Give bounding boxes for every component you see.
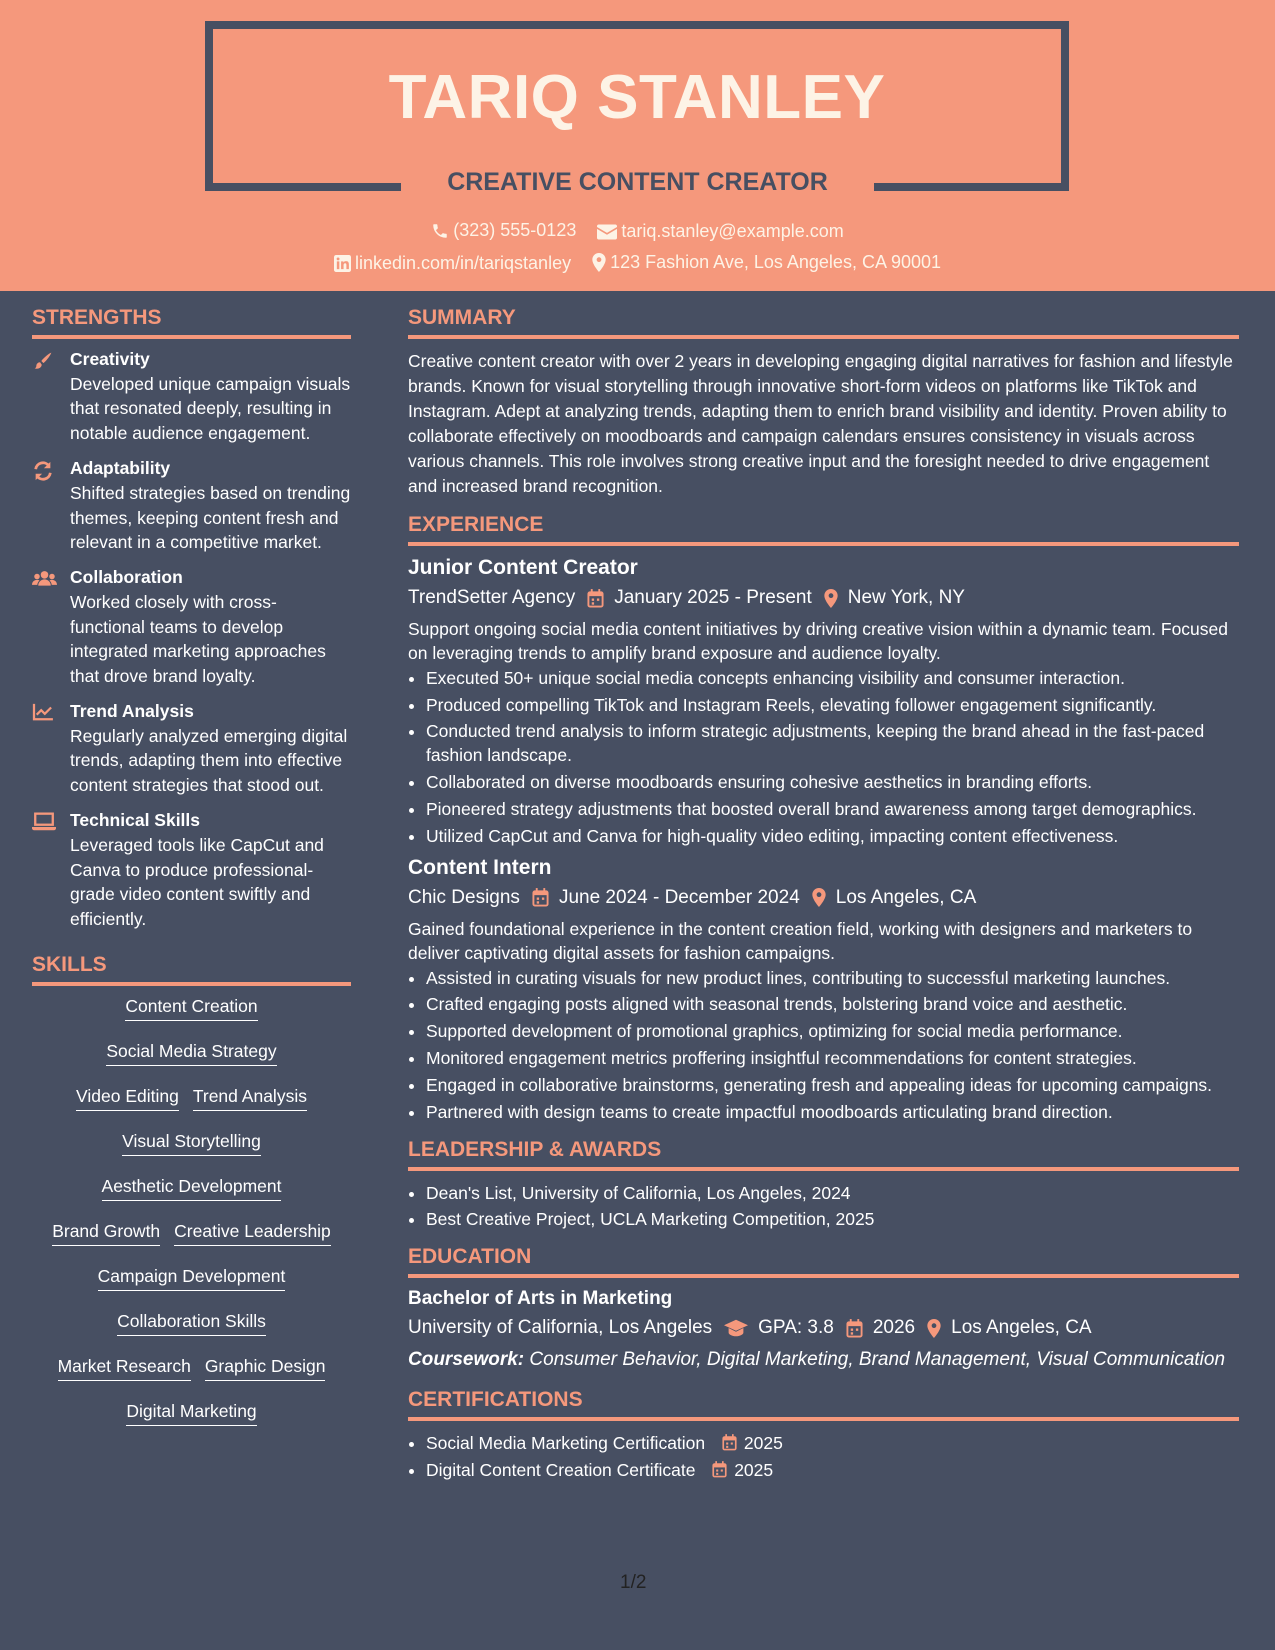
calendar-icon (712, 1461, 727, 1478)
skill-tag: Video Editing (76, 1086, 179, 1111)
calendar-icon (846, 1319, 863, 1338)
strength-item (32, 567, 351, 688)
job-description: Gained foundational experience in the content creation field, working with designers and marketers to deliver captivating digital assets for fashion campaigns. (408, 918, 1193, 964)
education-heading: EDUCATION (408, 1245, 1239, 1278)
education-meta (408, 1317, 1239, 1339)
list-item (426, 1431, 1239, 1455)
frame-line-right (874, 183, 1069, 191)
job-meta (408, 887, 1239, 909)
gpa-value: GPA: 3.8 (758, 1317, 834, 1339)
map-pin-icon (927, 1319, 941, 1338)
job-location: New York, NY (847, 587, 965, 608)
list-item: • Dean's List, University of California, Los Angeles, 2024 (426, 1181, 1239, 1205)
job-dates: June 2024 - December 2024 (558, 886, 800, 908)
skill-tag: Market Research (58, 1356, 191, 1381)
list-item: • Crafted engaging posts aligned with seasonal trends, bolstering brand voice and aesthetic. (426, 992, 1239, 1016)
candidate-name: TARIQ STANLEY (388, 63, 886, 132)
summary-text: Creative content creator with over 2 years in developing engaging digital narratives for fashion and lifestyle brands. Known for visual storytelling through innovative short-form videos on platforms like TikTok and Instagram. Adept at analyzing trends, adapting them to enrich brand visibility and identity. Proven ability to collaborate effectively on moodboards and campaign calendars ensures consistency in visuals across various channels. This role involves strong creative input and the foresight needed to drive engagement and increased brand recognition. (408, 351, 1233, 496)
certifications-list (408, 1431, 1239, 1482)
list-item: • Best Creative Project, UCLA Marketing Competition, 2025 (426, 1207, 1239, 1231)
phone-contact[interactable] (431, 220, 576, 241)
skill-tag: Graphic Design (205, 1356, 326, 1381)
coursework-list: Consumer Behavior, Digital Marketing, Brand Management, Visual Communication (529, 1349, 1226, 1371)
left-column (32, 306, 351, 1446)
strength-text: Shifted strategies based on trending themes, keeping content fresh and relevant in a competitive market. (70, 483, 351, 553)
list-item: • Executed 50+ unique social media concepts enhancing visibility and consumer interaction. (426, 666, 1239, 690)
strength-title: Creativity (70, 349, 150, 369)
graduation-cap-icon (724, 1319, 748, 1337)
skill-tag: Aesthetic Development (102, 1176, 282, 1201)
education-location: Los Angeles, CA (951, 1317, 1092, 1339)
job-entry (408, 556, 1239, 848)
calendar-icon (722, 1434, 737, 1451)
certification-year: 2025 (734, 1460, 774, 1481)
job-entry (408, 856, 1239, 1124)
list-item: • Collaborated on diverse moodboards ensuring cohesive aesthetics in branding efforts. (426, 770, 1239, 794)
skill-tag: Trend Analysis (193, 1086, 307, 1111)
graduation-year: 2026 (872, 1317, 916, 1339)
list-item: • Monitored engagement metrics proffering insightful recommendations for content strategies. (426, 1046, 1239, 1070)
list-item: • Conducted trend analysis to inform strategic adjustments, keeping the brand ahead in the fast-paced fashion landscape. (426, 719, 1239, 767)
contact-row-1 (0, 220, 1275, 245)
list-item: • Partnered with design teams to create impactful moodboards articulating brand direction. (426, 1100, 1239, 1124)
paintbrush-icon (32, 351, 54, 371)
strengths-heading: STRENGTHS (32, 306, 351, 339)
job-company: TrendSetter Agency (408, 587, 576, 608)
strength-title: Technical Skills (70, 810, 201, 831)
skills-heading: SKILLS (32, 953, 351, 986)
strength-item (32, 810, 351, 931)
header-band (0, 0, 1275, 291)
skill-tag: Content Creation (125, 996, 257, 1021)
strength-title: Trend Analysis (70, 701, 194, 722)
skill-tag: Collaboration Skills (117, 1311, 266, 1336)
skill-tag: Brand Growth (52, 1221, 160, 1246)
list-item: • Engaged in collaborative brainstorms, generating fresh and appealing ideas for upcoming campaigns. (426, 1073, 1239, 1097)
page-number: 1/2 (620, 1572, 647, 1593)
strength-text: Worked closely with cross-functional teams to develop integrated marketing approaches that drove brand loyalty. (70, 592, 326, 686)
job-company: Chic Designs (408, 886, 520, 908)
job-bullets (408, 666, 1239, 848)
list-item: • Assisted in curating visuals for new product lines, contributing to successful marketing launches. (426, 966, 1239, 990)
calendar-icon (587, 589, 604, 608)
skill-tag: Visual Storytelling (122, 1131, 261, 1156)
linkedin-icon (334, 255, 351, 272)
job-location: Los Angeles, CA (835, 886, 977, 908)
coursework (408, 1347, 1239, 1372)
leadership-list (408, 1181, 1239, 1232)
leadership-heading: LEADERSHIP & AWARDS (408, 1138, 1239, 1171)
strength-item (32, 701, 351, 797)
school-name: University of California, Los Angeles (408, 1317, 713, 1339)
summary-heading: SUMMARY (408, 306, 1239, 339)
address-text: 123 Fashion Ave, Los Angeles, CA 90001 (610, 252, 942, 272)
strength-item (32, 458, 351, 554)
map-pin-icon (824, 589, 838, 608)
skill-tag: Digital Marketing (126, 1401, 256, 1426)
strength-title: Adaptability (70, 458, 171, 479)
map-pin-icon (812, 888, 826, 907)
skills-list (32, 996, 351, 1446)
candidate-role: CREATIVE CONTENT CREATOR (447, 168, 828, 196)
job-title: Junior Content Creator (408, 556, 638, 579)
strength-text: Regularly analyzed emerging digital trends, adapting them into effective content strategies that stood out. (70, 726, 348, 795)
job-title: Content Intern (408, 855, 552, 879)
list-item: • Supported development of promotional graphics, optimizing for social media performance. (426, 1019, 1239, 1043)
strength-item (32, 349, 351, 445)
list-item: • Pioneered strategy adjustments that boosted overall brand awareness among target demographics. (426, 797, 1239, 821)
linkedin-text: linkedin.com/in/tariqstanley (354, 253, 572, 273)
phone-text: (323) 555-0123 (453, 220, 577, 240)
chart-line-icon (32, 703, 54, 721)
refresh-icon (32, 460, 54, 482)
right-column (408, 306, 1239, 1490)
skill-tag: Creative Leadership (174, 1221, 331, 1246)
degree-title: Bachelor of Arts in Marketing (408, 1288, 673, 1310)
certification-name: Social Media Marketing Certification (426, 1433, 706, 1454)
calendar-icon (532, 888, 549, 907)
strength-text: Leveraged tools like CapCut and Canva to produce professional-grade video content swiftly and efficiently. (70, 835, 324, 929)
coursework-label: Coursework: (408, 1349, 525, 1371)
frame-line-left (205, 183, 401, 191)
skill-tag: Campaign Development (98, 1266, 286, 1291)
strength-title: Collaboration (70, 567, 183, 588)
contact-row-2 (0, 252, 1275, 277)
skill-tag: Social Media Strategy (106, 1041, 276, 1066)
map-pin-icon (592, 253, 606, 272)
job-dates: January 2025 - Present (614, 587, 812, 608)
address-contact (592, 252, 941, 273)
certifications-heading: CERTIFICATIONS (408, 1388, 1239, 1421)
list-item: • Utilized CapCut and Canva for high-quality video editing, impacting content effectiveness. (426, 824, 1239, 848)
list-item (426, 1458, 1239, 1482)
certification-name: Digital Content Creation Certificate (426, 1460, 696, 1481)
phone-icon (431, 222, 449, 240)
linkedin-contact[interactable] (334, 253, 571, 274)
job-bullets (408, 966, 1239, 1124)
strength-text: Developed unique campaign visuals that resonated deeply, resulting in notable audience engagement. (70, 374, 351, 443)
job-meta (408, 587, 1239, 609)
envelope-icon (597, 224, 617, 240)
email-text: tariq.stanley@example.com (621, 221, 844, 241)
experience-heading: EXPERIENCE (408, 513, 1239, 546)
users-icon (32, 569, 57, 589)
certification-year: 2025 (743, 1433, 783, 1454)
job-description: Support ongoing social media content initiatives by driving creative vision within a dynamic team. Focused on leveraging trends to amplify brand exposure and audience loyalty. (408, 619, 1229, 664)
list-item: • Produced compelling TikTok and Instagram Reels, elevating follower engagement significantly. (426, 693, 1239, 717)
laptop-icon (32, 812, 56, 831)
email-contact[interactable] (597, 221, 843, 242)
